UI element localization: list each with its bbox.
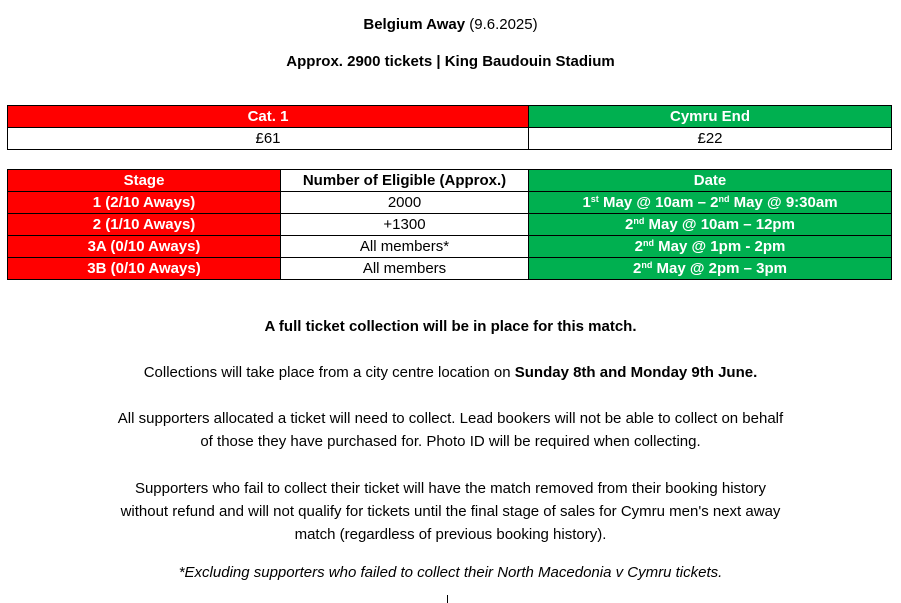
page-title [0,16,901,33]
date-part: May @ 1pm - 2pm [654,238,786,255]
date-part: 1 [582,194,591,211]
date-cell [529,192,892,214]
cymru-end-header: Cymru End [529,106,892,128]
stage-cell: 3B (0/10 Aways) [8,258,281,280]
date-ordinal: nd [633,216,645,226]
stage-cell: 3A (0/10 Aways) [8,236,281,258]
title-date: (9.6.2025) [469,16,538,33]
fail-line: without refund and will not qualify for tickets until the final stage of sales for Cymru men's next away [120,503,781,520]
price-table [7,105,892,150]
stage-header: Stage [8,170,281,192]
eligible-cell: All members* [281,236,529,258]
eligible-header: Number of Eligible (Approx.) [281,170,529,192]
date-part: 2 [632,260,642,277]
date-cell [529,214,892,236]
date-ordinal: nd [718,194,730,204]
date-part: May @ 2pm – 3pm [652,260,787,277]
date-part: May @ 9:30am [729,194,838,211]
collect-paragraph [0,407,901,453]
date-ordinal: nd [641,260,653,270]
date-cell [529,236,892,258]
title-text: Belgium Away [363,16,466,33]
table-row [8,236,892,258]
stages-table [7,169,892,280]
stage-cell: 2 (1/10 Aways) [8,214,281,236]
eligible-cell: 2000 [281,192,529,214]
eligible-cell: All members [281,258,529,280]
stage-cell: 1 (2/10 Aways) [8,192,281,214]
cymru-end-price: £22 [529,128,892,150]
table-row [8,258,892,280]
footnote: *Excluding supporters who failed to collect their North Macedonia v Cymru tickets. [178,564,723,581]
table-row [8,192,892,214]
stages-header-row [8,170,892,192]
text-cursor [447,595,448,603]
location-prefix: Collections will take place from a city centre location on [143,364,515,381]
price-header-row [8,106,892,128]
fail-paragraph [0,477,901,546]
collection-location [0,361,901,384]
cat1-price: £61 [8,128,529,150]
date-header: Date [529,170,892,192]
date-part: May @ 10am – 2 [598,194,719,211]
page-subtitle: Approx. 2900 tickets | King Baudouin Stadium [286,53,615,70]
date-part: May @ 10am – 12pm [644,216,795,233]
date-part: 2 [625,216,634,233]
eligible-cell: +1300 [281,214,529,236]
collect-line: All supporters allocated a ticket will need to collect. Lead bookers will not be able to collect on behalf [117,410,784,427]
location-dates: Sunday 8th and Monday 9th June. [514,364,758,381]
cat1-header: Cat. 1 [8,106,529,128]
price-value-row [8,128,892,150]
date-ordinal: nd [643,238,654,248]
fail-line: match (regardless of previous booking history). [294,526,607,543]
date-part: 2 [634,238,643,255]
date-cell [529,258,892,280]
date-ordinal: st [590,194,599,204]
collection-notice: A full ticket collection will be in place for this match. [264,318,637,335]
table-row [8,214,892,236]
collect-line: of those they have purchased for. Photo ID will be required when collecting. [200,433,701,450]
fail-line: Supporters who fail to collect their ticket will have the match removed from their booking history [134,480,767,497]
